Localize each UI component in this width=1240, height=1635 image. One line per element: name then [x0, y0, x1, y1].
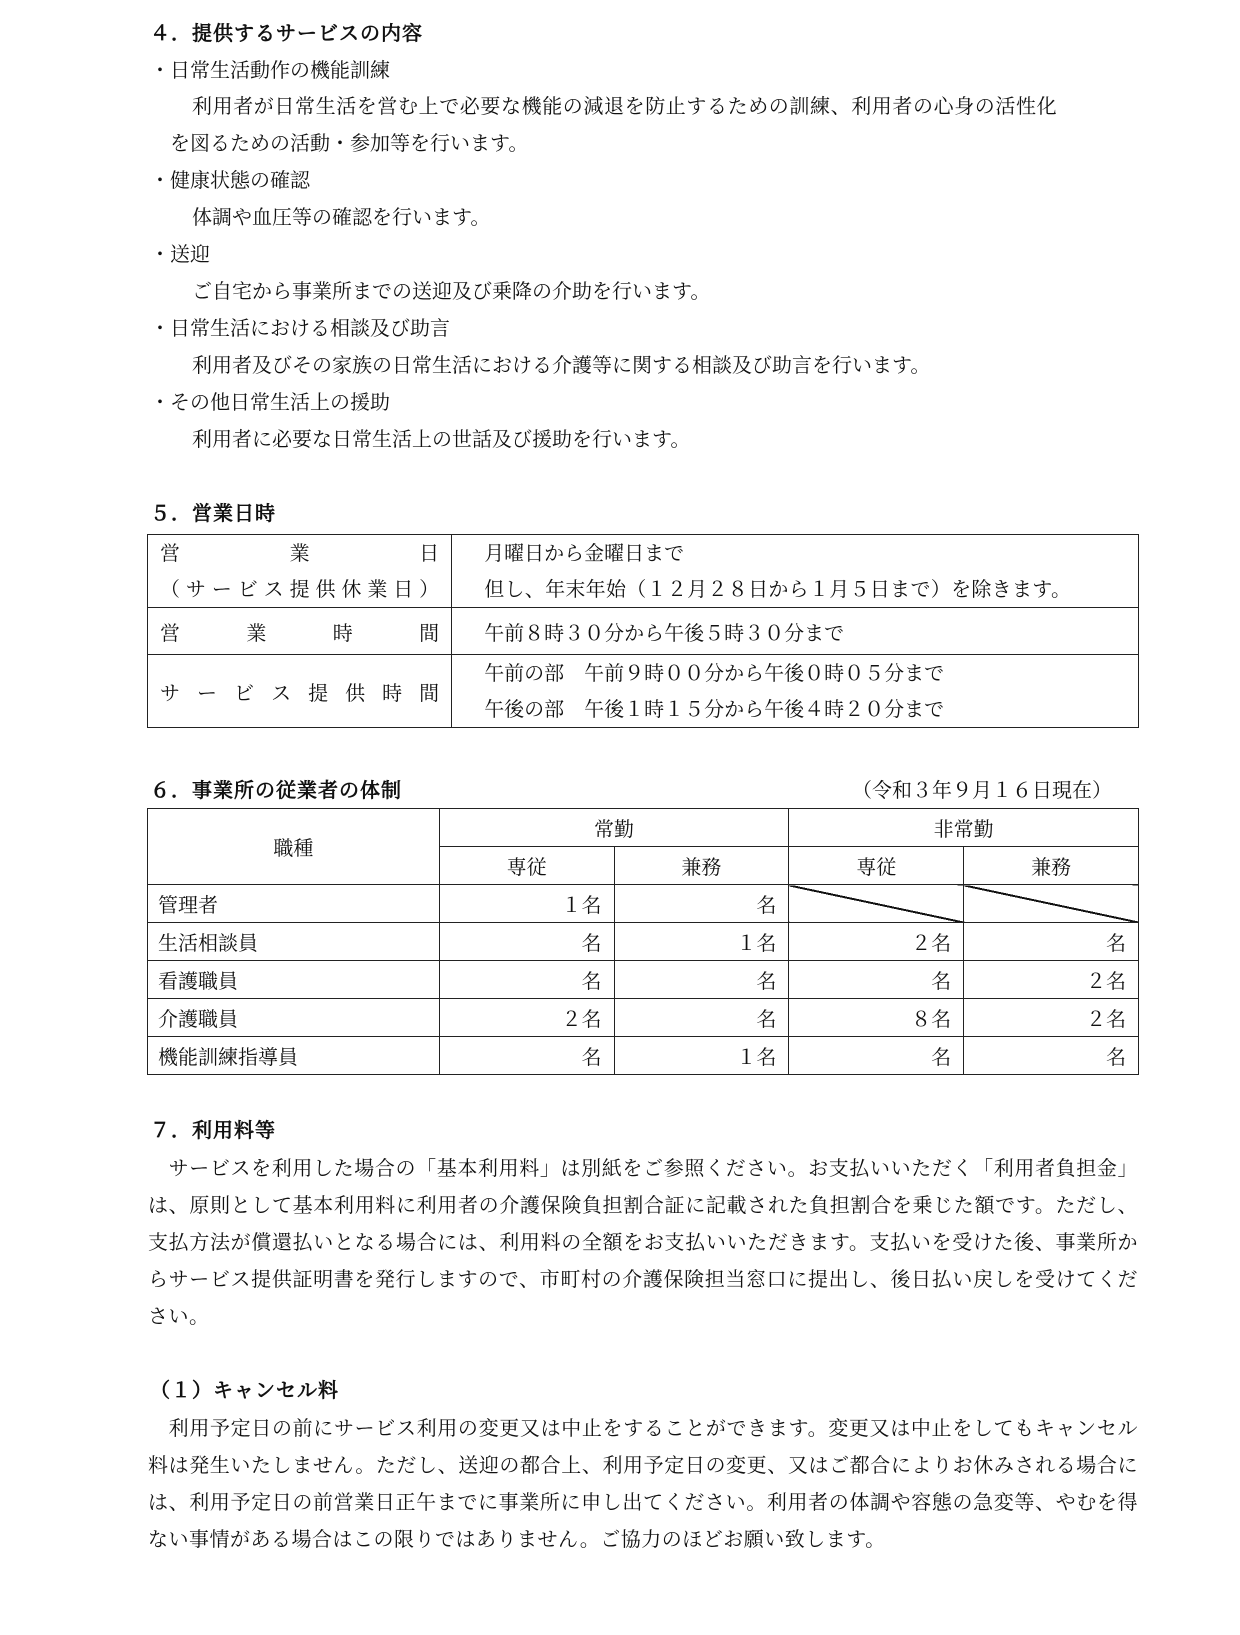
hours-value: 午前８時３０分から午後５時３０分まで [452, 608, 1139, 655]
table-row [148, 999, 1139, 1037]
count-cell: ２名 [789, 923, 964, 961]
fee-paragraph: サービスを利用した場合の「基本利用料」は別紙をご参照ください。お支払いいただく「利用者負担金」は、原則として基本利用料に利用者の介護保険負担割合証に記載された負担割合を乗じた額です。ただし、支払方法が償還払いとなる場合には、利用料の全額をお支払いいただきます。支払いを受けた後、事業所からサービス提供証明書を発行しますので、市町村の介護保険担当窓口に提出し、後日払い戻しを受けてください。 [148, 1156, 1138, 1328]
job-name: 生活相談員 [148, 923, 440, 961]
count-cell: 名 [439, 923, 614, 961]
service-item-title: ・その他日常生活上の援助 [150, 390, 390, 414]
hours-value-cell [452, 655, 1139, 728]
cancel-paragraph: 利用予定日の前にサービス利用の変更又は中止をすることができます。変更又は中止をしてもキャンセル料は発生いたしません。ただし、送迎の都合上、利用予定日の変更、又はご都合によりお休みされる場合には、利用予定日の前営業日正午までに事業所に申し出てください。利用者の体調や容態の急変等、やむを得ない事情がある場合はこの限りではありません。ご協力のほどお願い致します。 [148, 1416, 1138, 1551]
hours-label: 営業時間 [148, 608, 452, 655]
section7-heading: ７．利用料等 [150, 1118, 276, 1142]
header-concurrent: 兼務 [964, 847, 1139, 885]
job-name: 機能訓練指導員 [148, 1037, 440, 1075]
hours-label: 営業日 [160, 541, 440, 565]
header-concurrent: 兼務 [614, 847, 789, 885]
count-cell: ２名 [964, 999, 1139, 1037]
table-row [148, 923, 1139, 961]
header-dedicated: 専従 [439, 847, 614, 885]
header-job: 職種 [148, 809, 440, 885]
service-item-desc: 体調や血圧等の確認を行います。 [192, 205, 491, 229]
job-name: 看護職員 [148, 961, 440, 999]
count-cell: ２名 [964, 961, 1139, 999]
table-row [148, 1037, 1139, 1075]
count-cell: 名 [614, 999, 789, 1037]
section4-heading: ４．提供するサービスの内容 [150, 21, 423, 45]
service-item-desc: 利用者及びその家族の日常生活における介護等に関する相談及び助言を行います。 [192, 353, 931, 377]
table-row [148, 535, 1139, 608]
header-dedicated: 専従 [789, 847, 964, 885]
count-cell: １名 [614, 923, 789, 961]
count-cell: １名 [439, 885, 614, 923]
hours-label-cell [148, 535, 452, 608]
count-cell: 名 [789, 1037, 964, 1075]
table-row [148, 655, 1139, 728]
hours-label: サービス提供時間 [148, 655, 452, 728]
table-row [148, 961, 1139, 999]
service-item-desc: ご自宅から事業所までの送迎及び乗降の介助を行います。 [192, 279, 711, 303]
count-cell: 名 [614, 885, 789, 923]
hours-label-sub: （サービス提供休業日） [160, 577, 440, 601]
job-name: 管理者 [148, 885, 440, 923]
service-item-title: ・日常生活における相談及び助言 [150, 316, 450, 340]
count-cell: 名 [439, 961, 614, 999]
count-cell: 名 [614, 961, 789, 999]
table-row [148, 809, 1139, 847]
header-parttime: 非常勤 [789, 809, 1139, 847]
count-cell: 名 [439, 1037, 614, 1075]
hours-value: 月曜日から金曜日まで [484, 541, 685, 565]
service-item-title: ・送迎 [150, 242, 210, 266]
table-row [148, 608, 1139, 655]
staff-table [147, 808, 1139, 1075]
hours-value: 午前の部 午前９時００分から午後０時０５分まで [484, 661, 945, 685]
count-cell: ８名 [789, 999, 964, 1037]
diagonal-cell [789, 885, 964, 923]
service-item-desc: 利用者に必要な日常生活上の世話及び援助を行います。 [192, 427, 691, 451]
service-item-desc: 利用者が日常生活を営む上で必要な機能の減退を防止するための訓練、利用者の心身の活性化 [192, 94, 1058, 118]
service-item-desc: を図るための活動・参加等を行います。 [170, 131, 529, 155]
count-cell: ２名 [439, 999, 614, 1037]
count-cell: 名 [964, 1037, 1139, 1075]
hours-value-cell [452, 535, 1139, 608]
diagonal-cell [964, 885, 1139, 923]
as-of-date: （令和３年９月１６日現在） [852, 778, 1112, 802]
count-cell: 名 [964, 923, 1139, 961]
count-cell: １名 [614, 1037, 789, 1075]
job-name: 介護職員 [148, 999, 440, 1037]
business-hours-table [147, 534, 1139, 728]
section5-heading: ５．営業日時 [150, 501, 276, 525]
service-item-title: ・日常生活動作の機能訓練 [150, 58, 390, 82]
service-item-title: ・健康状態の確認 [150, 168, 310, 192]
section6-heading: ６．事業所の従業者の体制 [150, 778, 402, 802]
count-cell: 名 [789, 961, 964, 999]
hours-value: 但し、年末年始（１２月２８日から１月５日まで）を除きます。 [484, 577, 1072, 601]
header-fulltime: 常勤 [439, 809, 789, 847]
table-row [148, 885, 1139, 923]
cancel-heading: （１）キャンセル料 [150, 1378, 339, 1402]
hours-value: 午後の部 午後１時１５分から午後４時２０分まで [484, 697, 945, 721]
